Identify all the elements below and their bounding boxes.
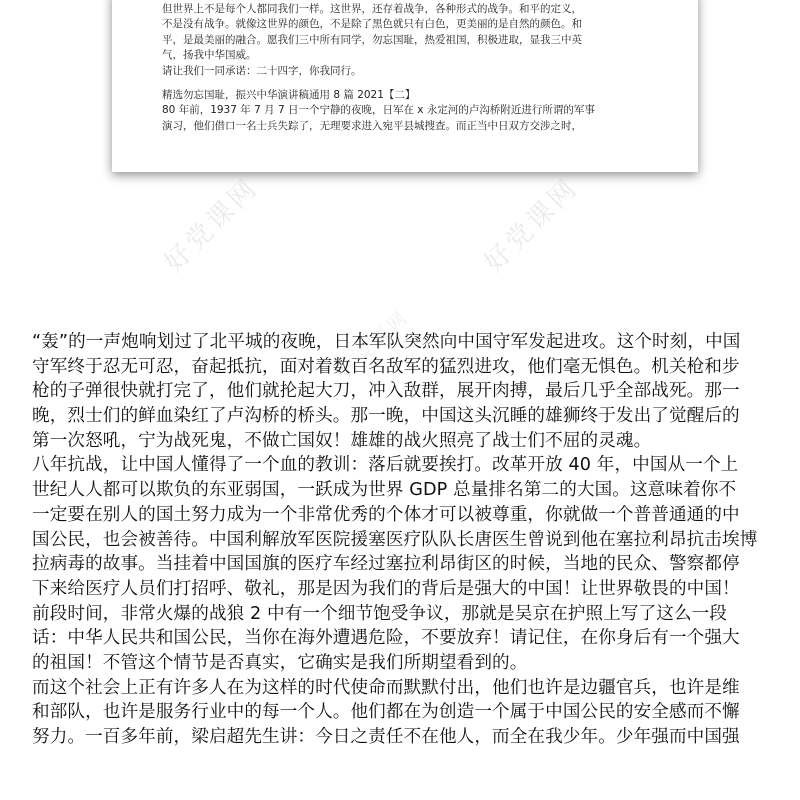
body-line: 努力。一百多年前，梁启超先生讲：今日之责任不在他人，而全在我少年。少年强而中国强 — [32, 727, 740, 747]
preview-line: 请让我们一同承诺：二十四字，你我同行。 — [162, 64, 362, 77]
body-line: 八年抗战，让中国人懂得了一个血的教训：落后就要挨打。改革开放 40 年，中国从一个上 — [32, 455, 739, 476]
preview-heading: 精选勿忘国耻，振兴中华演讲稿通用 8 篇 2021【二】 — [162, 88, 416, 101]
body-line: 和部队，也许是服务行业中的每一个人。他们都在为创造一个属于中国公民的安全感而不懈 — [32, 702, 740, 723]
watermark: 好党课网 — [158, 172, 265, 279]
body-line: 枪的子弹很快就打完了，他们就抡起大刀，冲入敌群，展开肉搏，最后几乎全部战死。那一 — [32, 381, 740, 402]
body-line: 一定要在别人的国土努力成为一个非常优秀的个体才可以被尊重，你就做一个普普通通的中 — [32, 504, 740, 525]
previous-page-preview — [112, 0, 698, 172]
body-line: “轰”的一声炮响划过了北平城的夜晚，日本军队突然向中国守军发起进攻。这个时刻，中国 — [32, 332, 741, 352]
body-line: 下来给医疗人员们打招呼、敬礼，那是因为我们的背后是强大的中国！让世界敬畏的中国！ — [32, 578, 740, 599]
body-line: 第一次怒吼，宁为战死鬼，不做亡国奴！雄雄的战火照亮了战士们不屈的灵魂。 — [32, 430, 652, 451]
body-line: 守军终于忍无可忍，奋起抵抗，面对着数百名敌军的猛烈进攻，他们毫无惧色。机关枪和步 — [32, 356, 740, 377]
body-line: 世纪人人都可以欺负的东亚弱国，一跃成为世界 GDP 总量排名第二的大国。这意味着你不 — [32, 480, 737, 501]
body-line: 前段时间，非常火爆的战狼 2 中有一个细节饱受争议，那就是吴京在护照上写了这么一段 — [32, 603, 728, 624]
preview-text — [162, 0, 662, 134]
preview-line: 平，是最美丽的融合。愿我们三中所有同学，勿忘国耻，热爱祖国，积极进取，显我三中英 — [162, 33, 582, 46]
body-line: 晚，烈士们的鲜血染红了卢沟桥的桥头。那一晚，中国这头沉睡的雄狮终于发出了觉醒后的 — [32, 406, 740, 427]
watermark: 好党课网 — [336, 305, 414, 383]
preview-line: 气，扬我中华国威。 — [162, 49, 257, 62]
body-line: 拉病毒的故事。当挂着中国国旗的医疗车经过塞拉利昂街区的时候，当地的民众、警察都停 — [32, 554, 740, 575]
preview-line: 不是没有战争。就像这世界的颜色，不是除了黑色就只有白色，更美丽的是自然的颜色。和 — [162, 18, 582, 31]
document-body — [32, 330, 782, 750]
preview-line: 但世界上不是每个人都同我们一样。这世界，还存着战争，各种形式的战争。和平的定义， — [162, 2, 582, 15]
preview-line: 80 年前，1937 年 7 月 7 日一个宁静的夜晚，日军在 x 永定河的卢沟桥附近进行所谓的军事 — [162, 104, 595, 117]
body-line: 国公民，也会被善待。中国利解放军医院援塞医疗队队长唐医生曾说到他在塞拉利昂抗击埃博 — [32, 529, 758, 550]
body-line: 话：中华人民共和国公民，当你在海外遭遇危险，不要放弃！请记住，在你身后有一个强大 — [32, 628, 740, 649]
body-line: 的祖国！不管这个情节是否真实，它确实是我们所期望看到的。 — [32, 652, 528, 673]
body-line: 而这个社会上正有许多人在为这样的时代使命而默默付出，他们也许是边疆官兵，也许是维 — [32, 677, 740, 698]
watermark: 好党课网 — [478, 172, 585, 279]
preview-line: 演习，他们借口一名士兵失踪了，无理要求进入宛平县城搜查。而正当中日双方交涉之时， — [162, 119, 582, 132]
